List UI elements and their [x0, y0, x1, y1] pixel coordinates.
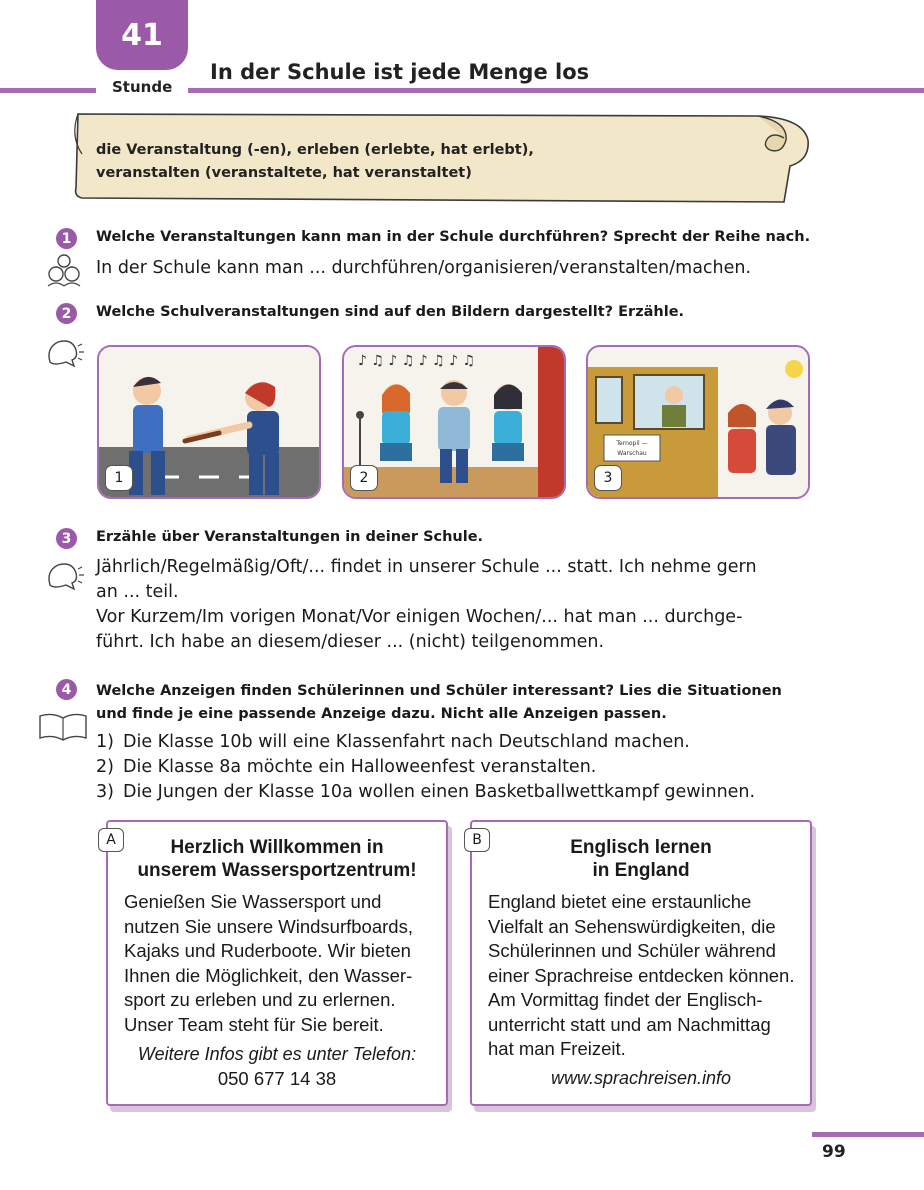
ad-body: Genießen Sie Wassersport und nutzen Sie unsere Windsurfboards, Kajaks und Ruderboote. Wir bieten Ihnen die Möglichkeit, den Wasser- sport zu erleben und zu erlernen. Unser Team steht für Sie bereit. [124, 891, 413, 1035]
task-text [96, 555, 812, 655]
header-rule-right [188, 88, 924, 93]
picture-1 [97, 345, 321, 499]
ad-title: Herzlich Willkommen in unserem Wassersportzentrum! [137, 837, 417, 881]
vocabulary-text [96, 139, 786, 185]
text-line: an ... teil. [96, 582, 179, 602]
task-instruction: Welche Veranstaltungen kann man in der Schule durchführen? Sprecht der Reihe nach. [96, 229, 811, 245]
svg-text:Ternopil —: Ternopil — [616, 440, 648, 447]
ad-label: A [98, 828, 124, 852]
two-speakers-icon [44, 252, 86, 288]
text-line: Vor Kurzem/Im vorigen Monat/Vor einigen Wochen/... hat man ... durchge- [96, 607, 743, 627]
picture-2 [342, 345, 566, 499]
text-line: führt. Ich habe an diesem/dieser ... (nicht) teilgenommen. [96, 632, 605, 652]
svg-text:Warschau: Warschau [617, 450, 647, 457]
instruction-line: und finde je eine passende Anzeige dazu. Nicht alle Anzeigen passen. [96, 706, 667, 722]
task-instruction: Erzähle über Veranstaltungen in deiner Schule. [96, 529, 484, 545]
task-instruction: Welche Schulveranstaltungen sind auf den Bildern dargestellt? Erzähle. [96, 304, 685, 320]
ad-website: www.sprachreisen.info [550, 1068, 732, 1088]
picture-3 [586, 345, 810, 499]
page-number: 99 [822, 1142, 846, 1162]
lesson-number-badge [96, 0, 188, 70]
speaker-icon [44, 557, 86, 593]
header-rule-left [0, 88, 96, 93]
lesson-number: 41 [121, 17, 163, 53]
list-item: 3) Die Jungen der Klasse 10a wollen einen Basketballwettkampf gewinnen. [96, 782, 756, 802]
task-instruction [96, 680, 782, 726]
situations-list [96, 730, 755, 805]
list-item: 2) Die Klasse 8a möchte ein Halloweenfest veranstalten. [96, 757, 597, 777]
lesson-word: Stunde [112, 78, 173, 96]
ad-phone: 050 677 14 38 [217, 1068, 337, 1089]
ad-title: Englisch lernen in England [570, 837, 712, 881]
vocabulary-line: die Veranstaltung (-en), erleben (erlebte, hat erlebt), [96, 142, 534, 158]
ad-label: B [464, 828, 490, 852]
task-number: 2 [56, 303, 77, 324]
instruction-line: Welche Anzeigen finden Schülerinnen und Schüler interessant? Lies die Situationen [96, 683, 782, 699]
ad-body: England bietet eine erstaunliche Vielfalt an Sehenswürdigkeiten, die Schülerinnen und Schüler während einer Sprachreise entdecken können. Am Vormittag findet der Englisch- unterricht statt und am Nachmittag hat man Freizeit. [488, 891, 795, 1059]
text-line: Jährlich/Regelmäßig/Oft/... findet in unserer Schule ... statt. Ich nehme gern [96, 557, 757, 577]
list-item: 1) Die Klasse 10b will eine Klassenfahrt nach Deutschland machen. [96, 732, 690, 752]
footer-rule [812, 1132, 924, 1137]
task-number: 3 [56, 528, 77, 549]
vocabulary-line: veranstalten (veranstaltete, hat veranstaltet) [96, 165, 472, 181]
open-book-icon [38, 708, 88, 744]
task-number: 1 [56, 228, 77, 249]
ad-a [106, 820, 448, 1106]
ad-info-line: Weitere Infos gibt es unter Telefon: [137, 1044, 417, 1064]
task-text: In der Schule kann man ... durchführen/organisieren/veranstalten/machen. [96, 258, 752, 278]
picture-label: 1 [105, 465, 133, 491]
svg-text:♪ ♫ ♪ ♫ ♪ ♫ ♪ ♫: ♪ ♫ ♪ ♫ ♪ ♫ ♪ ♫ [358, 353, 476, 369]
picture-label: 2 [350, 465, 378, 491]
page-title: In der Schule ist jede Menge los [210, 60, 590, 84]
speaker-icon [44, 334, 86, 370]
ad-b [470, 820, 812, 1106]
task-number: 4 [56, 679, 77, 700]
picture-label: 3 [594, 465, 622, 491]
